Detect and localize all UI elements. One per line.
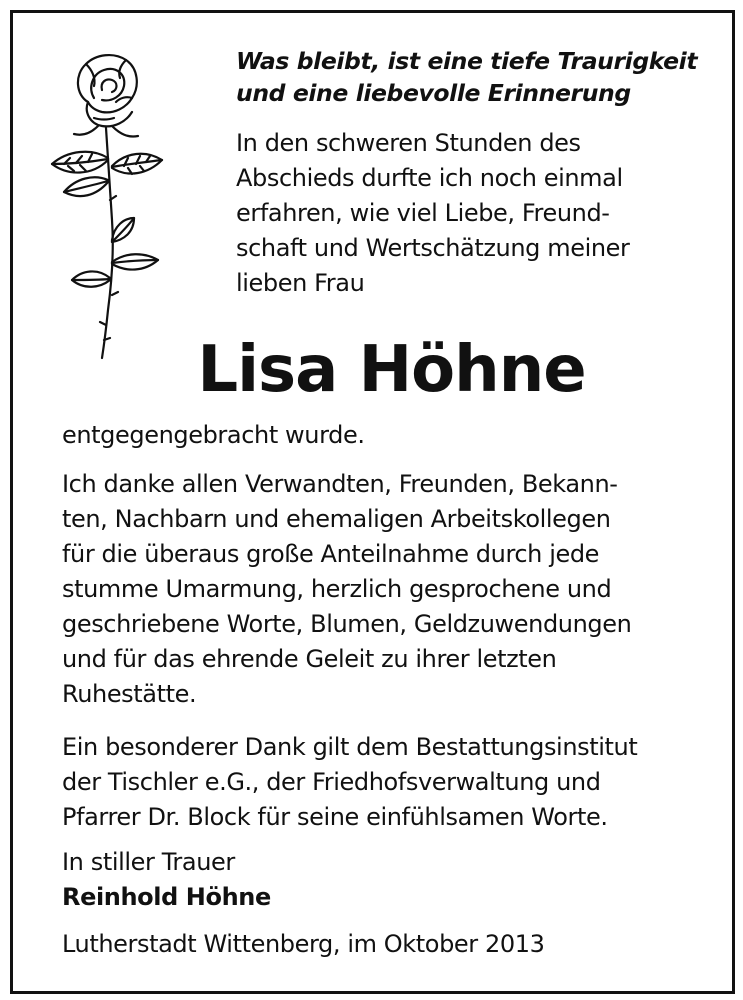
mourning-label: In stiller Trauer [62,848,235,876]
place-date-block [62,927,702,962]
intro-line: In den schweren Stunden des [236,129,581,157]
received-line: entgegengebracht wurde. [62,421,365,449]
deceased-name-block [0,325,743,415]
thanks-line: und für das ehrende Geleit zu ihrer letzten [62,645,557,673]
signature-block [62,845,702,915]
heading-quote [236,45,706,109]
deceased-name: Lisa Höhne [197,333,586,407]
thanks-line: Ruhestätte. [62,680,197,708]
intro-line: schaft und Wertschätzung meiner [236,234,630,262]
thanks-line: ten, Nachbarn und ehemaligen Arbeitskollegen [62,505,611,533]
special-thanks-paragraph [62,730,702,835]
intro-line: Abschieds durfte ich noch einmal [236,164,623,192]
rose-icon [28,40,188,370]
signer-name: Reinhold Höhne [62,883,271,911]
special-thanks-line: der Tischler e.G., der Friedhofsverwaltung und [62,768,601,796]
thanks-line: Ich danke allen Verwandten, Freunden, Bekann- [62,470,618,498]
intro-line: lieben Frau [236,269,365,297]
intro-line: erfahren, wie viel Liebe, Freund- [236,199,610,227]
special-thanks-line: Pfarrer Dr. Block für seine einfühlsamen Worte. [62,803,608,831]
received-paragraph [62,418,702,453]
thanks-line: stumme Umarmung, herzlich gesprochene und [62,575,612,603]
heading-line-2: und eine liebevolle Erinnerung [236,79,631,107]
intro-paragraph [236,126,706,301]
thanks-line: für die überaus große Anteilnahme durch jede [62,540,600,568]
thanks-line: geschriebene Worte, Blumen, Geldzuwendungen [62,610,632,638]
thanks-paragraph [62,467,702,712]
heading-line-1: Was bleibt, ist eine tiefe Traurigkeit [236,47,698,75]
place-date: Lutherstadt Wittenberg, im Oktober 2013 [62,930,545,958]
special-thanks-line: Ein besonderer Dank gilt dem Bestattungsinstitut [62,733,638,761]
